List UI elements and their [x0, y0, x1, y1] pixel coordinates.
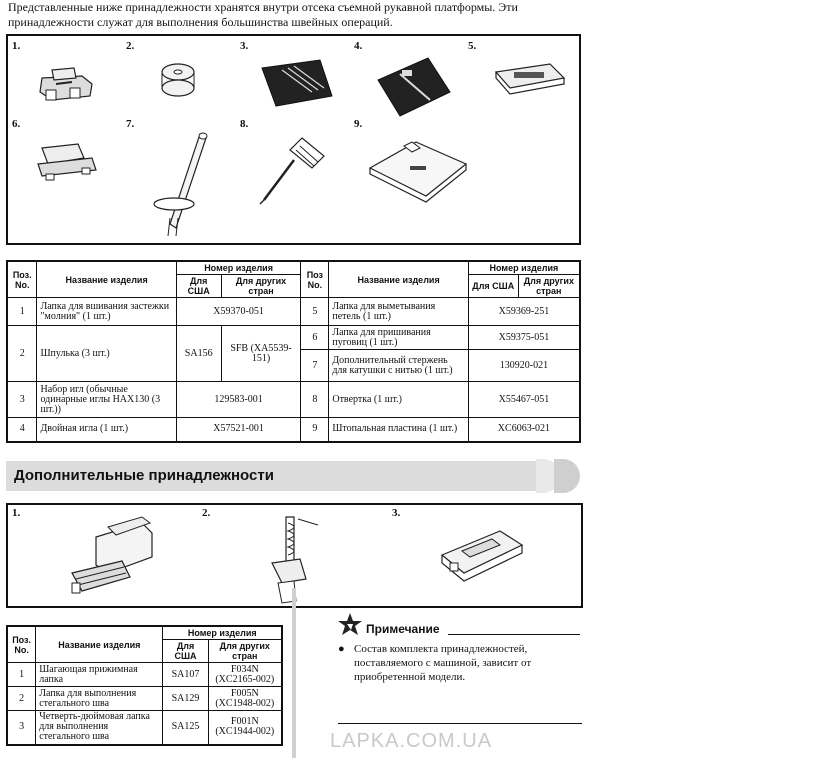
section-heading-tab [554, 459, 580, 493]
header-name-right: Название изделия [329, 261, 469, 298]
cell-name: Шагающая прижимная лапка [36, 663, 163, 687]
header-usa: Для США [163, 640, 208, 663]
quilting-foot-icon [202, 507, 392, 605]
header-other: Для других стран [208, 640, 282, 663]
cell-code: XC6063-021 [468, 418, 580, 442]
note-text: Состав комплекта принадлежностей, поставляемого с машиной, зависит от приобретенной модели. [354, 643, 532, 683]
bullet-icon: ● [338, 643, 345, 655]
accessory-number: 6. [12, 118, 21, 130]
cell-pos: 3 [7, 382, 37, 418]
cell-pos: 9 [301, 418, 329, 442]
header-name: Название изделия [37, 261, 176, 298]
cell-pos: 5 [301, 298, 329, 326]
accessory-5 [468, 40, 582, 126]
header-other-right: Для других стран [518, 275, 580, 298]
accessories-illustration-box [6, 34, 581, 245]
cell-name: Лапка для выполнения стегального шва [36, 687, 163, 711]
intro-line-1: Представленные ниже принадлежности хранятся внутри отсека съемной рукавной платформы. Эти [8, 0, 518, 14]
accessory-number: 3. [392, 507, 401, 519]
cell-usa: SA129 [163, 687, 208, 711]
buttonhole-foot-icon [468, 40, 578, 120]
cell-name: Двойная игла (1 шт.) [37, 418, 176, 442]
cell-pos: 2 [7, 326, 37, 382]
accessory-number: 2. [202, 507, 211, 519]
table-row [7, 326, 580, 350]
cell-name: Набор игл (обычные одинарные иглы HAX130 (3 шт.)) [37, 382, 176, 418]
walking-foot-icon [12, 507, 202, 605]
cell-code: X59369-251 [468, 298, 580, 326]
accessory-number: 2. [126, 40, 135, 52]
accessory-number: 4. [354, 40, 363, 52]
accessories-table [6, 260, 581, 443]
cell-name: Дополнительный стержень для катушки с нитью (1 шт.) [329, 350, 469, 382]
intro-line-2: принадлежности служат для выполнения большинства швейных операций. [8, 15, 393, 29]
table-row [7, 418, 580, 442]
screwdriver-icon [240, 118, 350, 218]
table-row [7, 663, 282, 687]
header-pos: Поз. No. [7, 626, 36, 663]
cell-other: SFB (XA5539-151) [221, 326, 301, 382]
needle-set-icon [240, 40, 350, 120]
cell-pos: 4 [7, 418, 37, 442]
cell-name: Штопальная пластина (1 шт.) [329, 418, 469, 442]
accessory-number: 1. [12, 40, 21, 52]
accessory-number: 8. [240, 118, 249, 130]
cell-code: X59375-051 [468, 326, 580, 350]
accessory-9 [354, 118, 468, 204]
header-pos-right: Поз No. [301, 261, 329, 298]
cell-other: F005N (XC1948-002) [208, 687, 282, 711]
cell-pos: 1 [7, 298, 37, 326]
accessory-2 [126, 40, 240, 126]
bobbin-icon [126, 40, 236, 120]
table-row [7, 382, 580, 418]
cell-code: 129583-001 [176, 382, 301, 418]
note-title: Примечание [366, 622, 440, 636]
note-star-icon [336, 612, 364, 638]
header-part-no: Номер изделия [163, 626, 282, 640]
header-name: Название изделия [36, 626, 163, 663]
twin-needle-icon [354, 40, 464, 120]
cell-code: X57521-001 [176, 418, 301, 442]
accessory-4 [354, 40, 468, 126]
header-usa-right: Для США [468, 275, 518, 298]
cell-name: Четверть-дюймовая лапка для выполнения стегального шва [36, 711, 163, 745]
accessory-3 [240, 40, 354, 126]
additional-accessory-3 [392, 507, 580, 605]
cell-pos: 6 [301, 326, 329, 350]
additional-accessory-2 [202, 507, 392, 605]
spool-pin-icon [126, 118, 236, 238]
cell-other: F001N (XC1944-002) [208, 711, 282, 745]
cell-pos: 8 [301, 382, 329, 418]
cell-usa: SA156 [176, 326, 221, 382]
accessory-number: 7. [126, 118, 135, 130]
section-title: Дополнительные принадлежности [14, 467, 274, 484]
cell-name: Лапка для пришивания пуговиц (1 шт.) [329, 326, 469, 350]
additional-accessories-table [6, 625, 283, 746]
cell-code: X59370-051 [176, 298, 301, 326]
watermark: LAPKA.COM.UA [330, 730, 493, 752]
button-sewing-foot-icon [12, 118, 122, 198]
table-row [7, 711, 282, 745]
header-part-no-right: Номер изделия [468, 261, 580, 275]
accessory-number: 5. [468, 40, 477, 52]
table-row [7, 298, 580, 326]
cell-name: Лапка для выметывания петель (1 шт.) [329, 298, 469, 326]
cell-pos: 7 [301, 350, 329, 382]
note-title-underline [448, 634, 580, 635]
accessory-8 [240, 118, 354, 204]
cell-name: Шпулька (3 шт.) [37, 326, 176, 382]
intro-text [8, 0, 608, 30]
cell-pos: 1 [7, 663, 36, 687]
cell-code: X55467-051 [468, 382, 580, 418]
header-part-no: Номер изделия [176, 261, 301, 275]
accessory-6 [12, 118, 126, 204]
header-other: Для других стран [221, 275, 301, 298]
accessory-1 [12, 40, 126, 126]
divider-line [292, 588, 296, 758]
table-row [7, 687, 282, 711]
additional-accessory-1 [12, 507, 202, 605]
darning-plate-icon [354, 118, 474, 208]
cell-other: F034N (XC2165-002) [208, 663, 282, 687]
section-heading-bar [6, 459, 580, 493]
quarter-inch-foot-icon [392, 507, 580, 605]
cell-pos: 2 [7, 687, 36, 711]
accessory-number: 1. [12, 507, 21, 519]
cell-code: 130920-021 [468, 350, 580, 382]
cell-name: Лапка для вшивания застежки "молния" (1 шт.) [37, 298, 176, 326]
header-pos: Поз. No. [7, 261, 37, 298]
note-bottom-line [338, 723, 582, 724]
accessory-7 [126, 118, 240, 204]
accessory-number: 9. [354, 118, 363, 130]
note-heading [336, 612, 584, 638]
cell-usa: SA125 [163, 711, 208, 745]
header-usa: Для США [176, 275, 221, 298]
cell-name: Отвертка (1 шт.) [329, 382, 469, 418]
cell-usa: SA107 [163, 663, 208, 687]
accessory-number: 3. [240, 40, 249, 52]
zipper-foot-icon [12, 40, 122, 120]
cell-pos: 3 [7, 711, 36, 745]
